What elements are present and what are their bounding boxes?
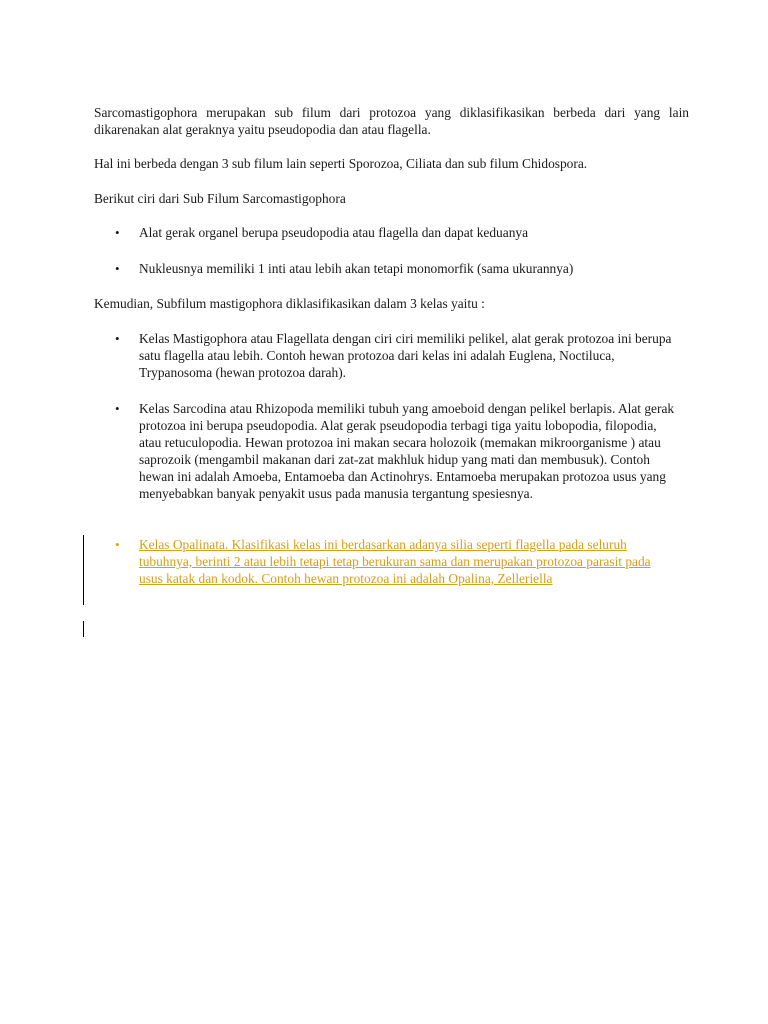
bullet-icon: • bbox=[115, 401, 120, 416]
traits-heading: Berikut ciri dari Sub Filum Sarcomastigophora bbox=[94, 191, 346, 206]
class-text: Kelas Mastigophora atau Flagellata dengan ciri ciri memiliki pelikel, alat gerak protozoa ini berupa satu flagella atau lebih. Contoh hewan protozoa dari kelas ini adalah Euglena, Noctiluca, Trypanosoma (hewan protozoa darah). bbox=[139, 331, 672, 380]
class-text: Kelas Opalinata. Klasifikasi kelas ini berdasarkan adanya silia seperti flagella pada seluruh tubuhnya, berinti 2 atau lebih tetapi tetap berukuran sama dan merupakan protozoa parasit pada usus katak dan kodok. Contoh hewan protozoa ini adalah Opalina, Zelleriella bbox=[139, 537, 651, 586]
trait-text: Alat gerak organel berupa pseudopodia atau flagella dan dapat keduanya bbox=[139, 225, 529, 240]
bullet-icon: • bbox=[115, 537, 120, 552]
bullet-icon: • bbox=[115, 331, 120, 346]
trait-text: Nukleusnya memiliki 1 inti atau lebih akan tetapi monomorfik (sama ukurannya) bbox=[139, 261, 574, 276]
text-cursor[interactable] bbox=[83, 621, 84, 637]
class-text: Kelas Sarcodina atau Rhizopoda memiliki tubuh yang amoeboid dengan pelikel berlapis. Alat gerak protozoa ini berupa pseudopodia. Alat gerak pseudopodia terbagi tiga yaitu lobopodia, filopodia, atau retuculopodia. Hewan protozoa ini makan secara holozoik (memakan mikroorganisme ) atau saprozoik (mengambil makanan dari zat-zat makhluk hidup yang mati dan membusuk). Contoh hewan ini adalah Amoeba, Entamoeba dan Actinohrys. Entamoeba merupakan protozoa usus yang menyebabkan banyak penyakit usus pada manusia tergantung spesiesnya. bbox=[139, 401, 675, 501]
change-bar bbox=[83, 535, 84, 605]
intro-paragraph: Sarcomastigophora merupakan sub filum dari protozoa yang diklasifikasikan berbeda dari yang lain dikarenakan alat geraknya yaitu pseudopodia dan atau flagella. bbox=[94, 105, 689, 137]
classes-heading: Kemudian, Subfilum mastigophora diklasifikasikan dalam 3 kelas yaitu : bbox=[94, 296, 485, 311]
bullet-icon: • bbox=[115, 225, 120, 240]
bullet-icon: • bbox=[115, 261, 120, 276]
difference-paragraph: Hal ini berbeda dengan 3 sub filum lain seperti Sporozoa, Ciliata dan sub filum Chidospora. bbox=[94, 156, 588, 171]
